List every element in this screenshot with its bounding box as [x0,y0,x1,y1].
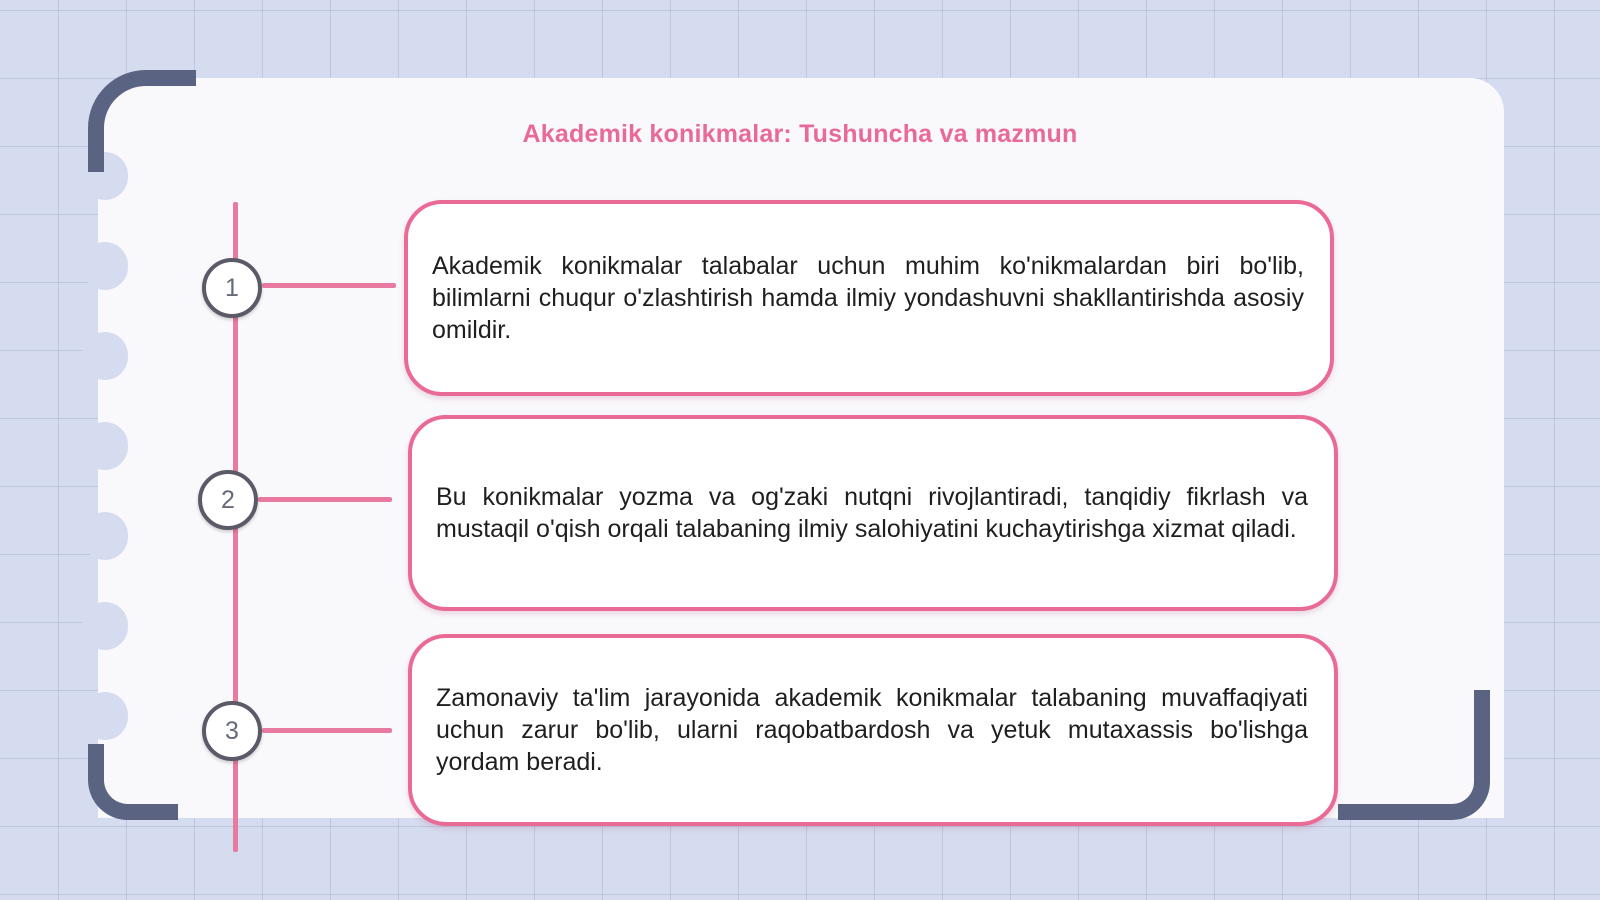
paper-notch [82,602,128,650]
paper-notch [82,422,128,470]
timeline-connector [258,497,392,502]
card-text: Zamonaviy ta'lim jarayonida akademik konikmalar talabaning muvaffaqiyati uchun zarur bo'lib, ularni raqobatbardosh va yetuk mutaxassis bo'lishga yordam beradi. [436,684,1308,776]
slide-title: Akademik konikmalar: Tushuncha va mazmun [522,120,1078,148]
timeline-connector [262,728,392,733]
timeline-connector [262,283,396,288]
card-text: Bu konikmalar yozma va og'zaki nutqni rivojlantiradi, tanqidiy fikrlash va mustaqil o'qish orqali talabaning ilmiy salohiyatini kuchaytirishga xizmat qiladi. [436,483,1308,543]
frame-corner-bottom-right [1338,690,1490,820]
content-card-1 [404,200,1334,396]
timeline-node-2: 2 [198,470,258,530]
paper-notch [82,332,128,380]
paper-notch [82,692,128,740]
content-card-2 [408,415,1338,611]
card-text: Akademik konikmalar talabalar uchun muhim ko'nikmalardan biri bo'lib, bilimlarni chuqur o'zlashtirish hamda ilmiy yondashuvni shakllantirishda asosiy omildir. [432,252,1304,344]
frame-corner-bottom-left [88,744,178,820]
paper-notch [82,242,128,290]
frame-corner-top-left [88,70,196,172]
content-card-3 [408,634,1338,826]
timeline-node-1: 1 [202,258,262,318]
paper-notch [82,512,128,560]
timeline-node-3: 3 [202,701,262,761]
